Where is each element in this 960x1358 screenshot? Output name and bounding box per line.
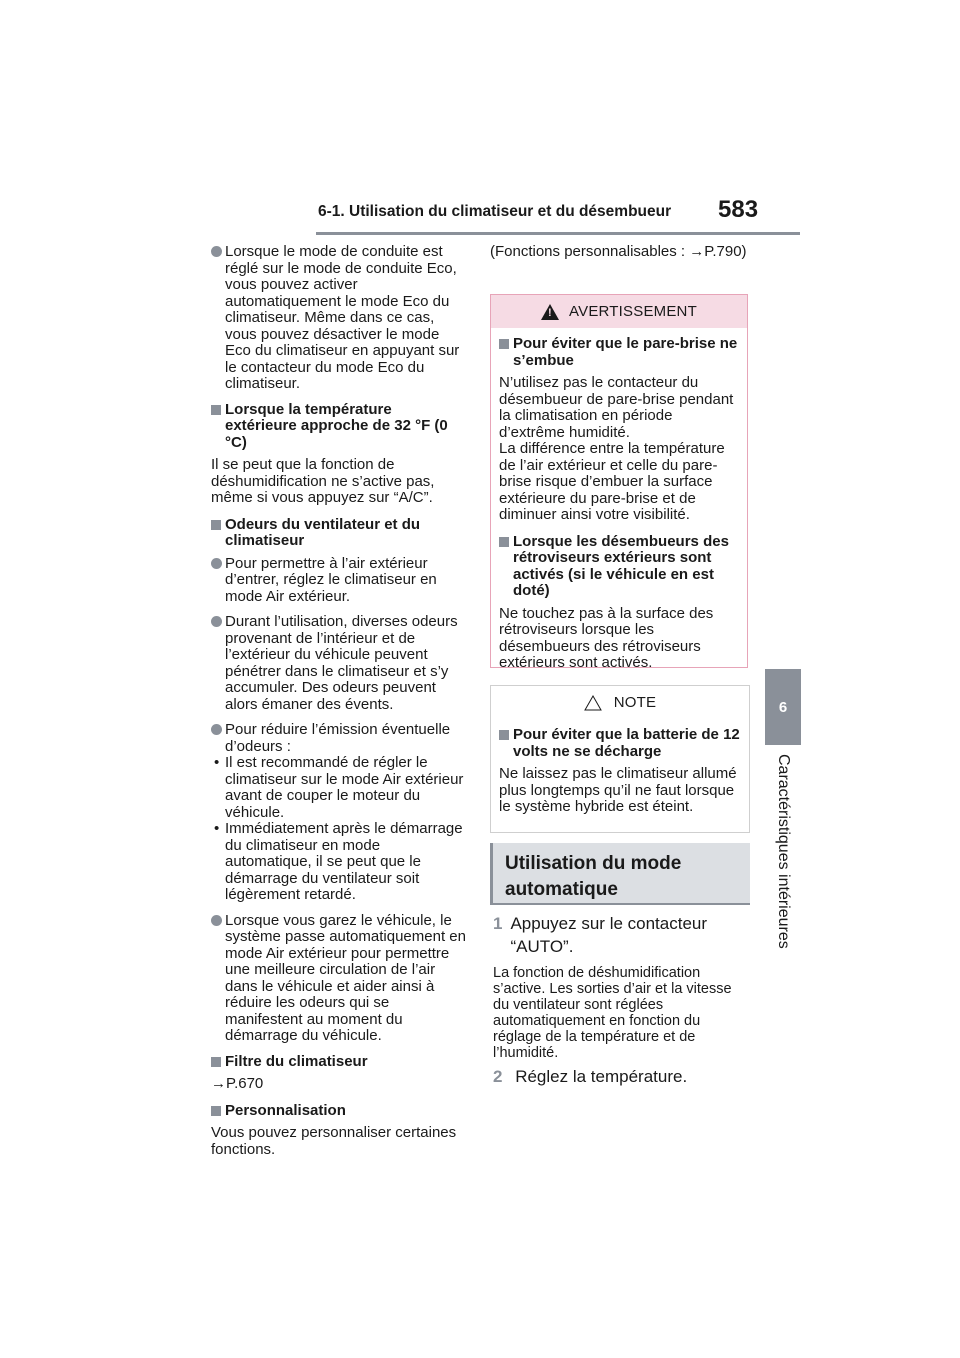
- step-1-description: La fonction de déshumidification s’active. Les sorties d’air et la vitesse du ventilateur sont réglées automatiquement en fonction du réglage de la température et de l’humidité.: [493, 965, 732, 1061]
- bullet-odor-2: [211, 614, 467, 713]
- warning-header: [491, 295, 747, 328]
- bullet-text: Lorsque le mode de conduite est réglé sur le mode de conduite Eco, vous pouvez activer automatiquement le mode Eco du climatiseur. Même dans ce cas, vous pouvez désactiver le mode Eco du climatiseur en appuyant sur le contacteur du mode Eco du climatiseur.: [225, 243, 460, 392]
- bullet-text: Pour réduire l’émission éventuelle d’odeurs :: [225, 721, 451, 755]
- caution-triangle-icon: [584, 695, 602, 711]
- heading-odors: [211, 517, 467, 550]
- note-paragraph-battery: Ne laissez pas le climatiseur allumé plus longtemps qu’il ne faut lorsque le système hybride est éteint.: [499, 765, 737, 815]
- warning-box: [490, 294, 748, 671]
- step-2: [493, 1065, 749, 1088]
- bullet-dot-icon: [211, 915, 222, 926]
- bullet-text: Lorsque vous garez le véhicule, le système passe automatiquement en mode Air extérieur pour permettre une meilleure circulation de l’air dans le véhicule et aider ainsi à réduire les odeurs qui se manifestent au moment du démarrage du véhicule.: [225, 911, 466, 1044]
- paragraph-customization: Vous pouvez personnaliser certaines fonctions.: [211, 1124, 457, 1158]
- bullet-text: Pour permettre à l’air extérieur d’entrer, réglez le climatiseur en mode Air extérieur.: [225, 554, 437, 605]
- small-bullet-icon: •: [214, 820, 220, 837]
- heading-outside-temp: [211, 402, 467, 452]
- square-bullet-icon: [211, 1106, 221, 1116]
- note-body: [491, 719, 749, 816]
- link-page-670[interactable]: →P.670: [211, 1075, 264, 1092]
- step-text: Appuyez sur le contacteur “AUTO”.: [510, 914, 708, 956]
- step-number: 1: [493, 914, 503, 933]
- square-bullet-icon: [211, 1057, 221, 1067]
- warning-triangle-icon: !: [541, 304, 559, 320]
- custom-functions-reference[interactable]: (Fonctions personnalisables : →P.790): [490, 243, 747, 260]
- section-header-title: 6-1. Utilisation du climatiseur et du désembueur: [318, 203, 672, 220]
- sub-item: [211, 755, 467, 821]
- note-title: NOTE: [613, 694, 657, 711]
- sub-item-text: Immédiatement après le démarrage du climatiseur en mode automatique, il se peut que le démarrage du ventilateur soit légèrement retardé.: [225, 820, 463, 903]
- chapter-tab: 6: [765, 669, 801, 745]
- step-1: [493, 912, 749, 958]
- square-bullet-icon: [499, 730, 509, 740]
- heading-text: Odeurs du ventilateur et du climatiseur: [225, 515, 421, 549]
- paragraph-outside-temp: Il se peut que la fonction de déshumidification ne s’active pas, même si vous appuyez sur “A/C”.: [211, 456, 435, 506]
- small-bullet-icon: •: [214, 754, 220, 771]
- note-header: [491, 686, 749, 719]
- warning-paragraph-mirrors: Ne touchez pas à la surface des rétroviseurs lorsque les désembueurs des rétroviseurs extérieurs sont activés.: [499, 604, 714, 671]
- page-number: 583: [718, 196, 759, 223]
- square-bullet-icon: [211, 405, 221, 415]
- square-bullet-icon: [499, 537, 509, 547]
- section-divider: [490, 903, 750, 905]
- step-number: 2: [493, 1067, 503, 1086]
- bullet-odor-4: [211, 913, 467, 1045]
- bullet-dot-icon: [211, 246, 222, 257]
- header-divider: [316, 232, 800, 235]
- sub-list: [211, 755, 467, 904]
- left-column: [211, 244, 467, 1168]
- heading-text: Filtre du climatiseur: [225, 1052, 368, 1070]
- warning-heading-windshield: [499, 336, 739, 369]
- bullet-dot-icon: [211, 724, 222, 735]
- warning-heading-mirrors: [499, 534, 739, 600]
- bullet-text: Durant l’utilisation, diverses odeurs provenant de l’intérieur et de l’extérieur du véhicule peuvent pénétrer dans le climatiseur et s’y accumuler. Des odeurs peuvent alors émaner des évents.: [225, 613, 458, 713]
- heading-text: Lorsque les désembueurs des rétroviseurs extérieurs sont activés (si le véhicule en est doté): [513, 532, 729, 599]
- heading-text: Lorsque la température extérieure approche de 32 °F (0 °C): [225, 400, 448, 451]
- step-text: Réglez la température.: [515, 1067, 688, 1086]
- bullet-eco-mode: [211, 244, 467, 393]
- heading-customization: [211, 1103, 467, 1120]
- bullet-odor-3: [211, 722, 467, 904]
- bullet-dot-icon: [211, 558, 222, 569]
- heading-text: Pour éviter que la batterie de 12 volts ne se décharge: [513, 726, 740, 760]
- square-bullet-icon: [211, 520, 221, 530]
- bullet-odor-1: [211, 556, 467, 606]
- warning-title: AVERTISSEMENT: [569, 303, 697, 320]
- heading-filter: [211, 1054, 467, 1071]
- bullet-dot-icon: [211, 616, 222, 627]
- chapter-label: Caractéristiques intérieures: [775, 754, 792, 949]
- heading-text: Personnalisation: [225, 1101, 346, 1119]
- note-box: [490, 685, 750, 833]
- square-bullet-icon: [499, 339, 509, 349]
- heading-text: Pour éviter que le pare-brise ne s’embue: [513, 335, 738, 369]
- warning-paragraph-windshield: N’utilisez pas le contacteur du désembueur de pare-brise pendant la climatisation en période d’extrême humidité. La différence entre la température de l’air extérieur et celle du pare-brise risque d’embuer la surface extérieure du pare-brise et de diminuer ainsi votre visibilité.: [499, 374, 734, 523]
- sub-item-text: Il est recommandé de régler le climatiseur sur le mode Air extérieur avant de couper le moteur du véhicule.: [225, 754, 464, 821]
- note-heading-battery: [499, 727, 741, 760]
- section-title-auto-mode: Utilisation du mode automatique: [490, 843, 750, 903]
- sub-item: [211, 821, 467, 904]
- warning-body: [491, 328, 747, 672]
